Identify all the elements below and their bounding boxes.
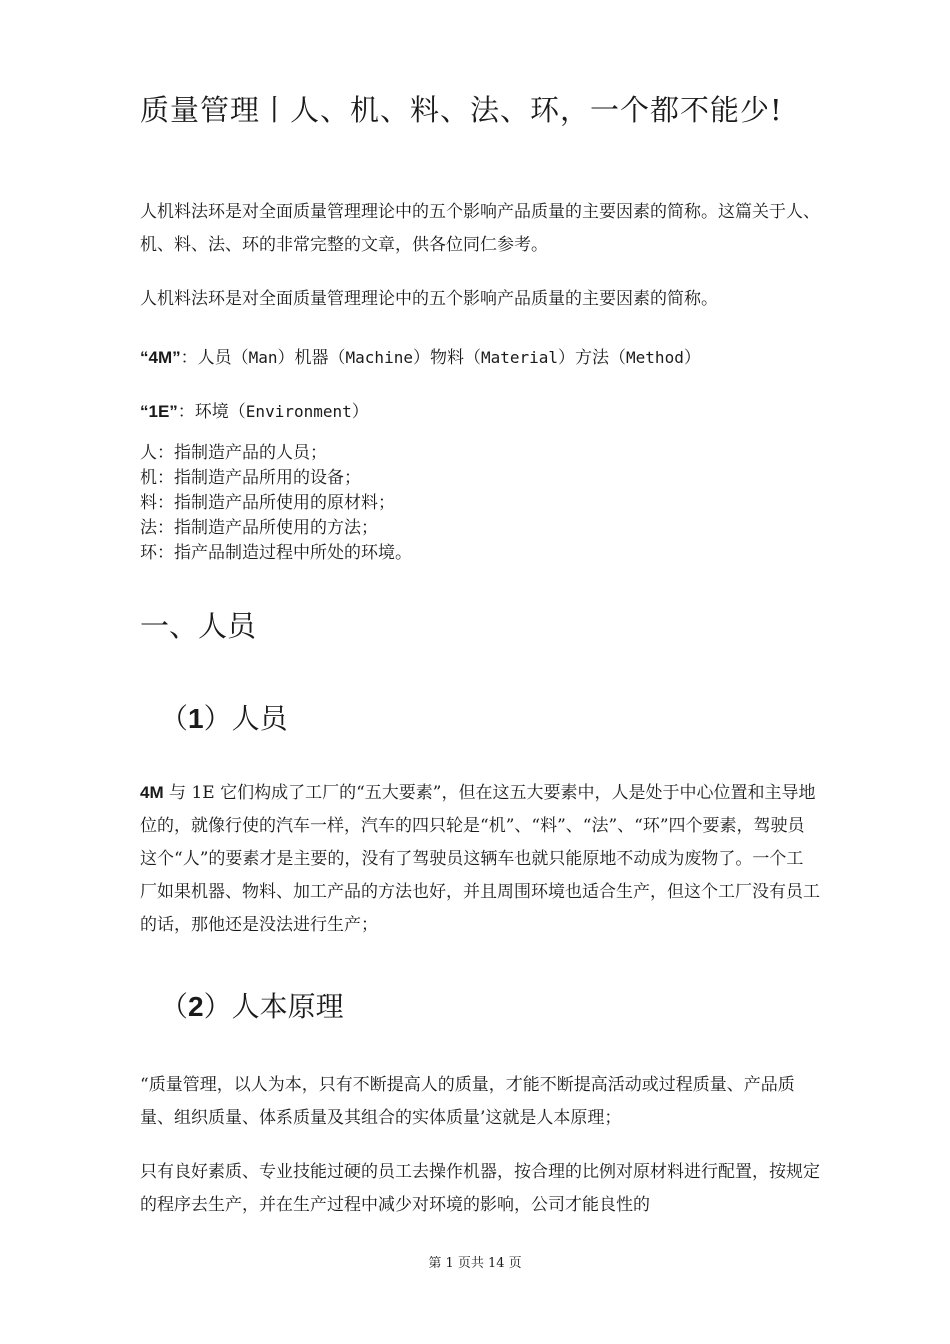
subsection-2-heading [160, 985, 344, 1025]
subsection-1-heading [160, 697, 288, 737]
intro-paragraph-2: 人机料法环是对全面质量管理理论中的五个影响产品质量的主要因素的简称。 [140, 289, 718, 309]
four-m-man: Man [248, 348, 278, 367]
document-title: 质量管理丨人、机、料、法、环，一个都不能少! [140, 93, 783, 127]
subsection-2-number: 2 [188, 991, 204, 1022]
section-1-heading: 一、人员 [140, 609, 257, 643]
subsection-1-open: （ [160, 702, 189, 735]
subsection-2-open: （ [160, 990, 189, 1023]
four-m-label: “4M” [140, 348, 181, 367]
one-e-line [140, 397, 369, 422]
body-text: 它们构成了工厂的“五大要素”，但在这五大要素中，人是处于中心位置和主导地位的，就像行使的汽车一样，汽车的四只轮是“机”、“料”、“法”、“环”四个要素，驾驶员这个“人”的要素才是主要的，没有了驾驶员这辆车也就只能原地不动成为废物了。一个工厂如果机器、物料、加工产品的方法也好，并且周围环境也适合生产，但这个工厂没有员工的话，那他还是没法进行生产； [140, 783, 820, 935]
list-item: 环：指产品制造过程中所处的环境。 [140, 543, 412, 563]
four-m-colon: ： [180, 348, 198, 368]
one-e-text-1: 环境（ [194, 402, 246, 422]
one-e-label: “1E” [140, 402, 178, 421]
one-e-environment: Environment [245, 402, 352, 421]
footer-text-2: 页共 [453, 1256, 488, 1271]
subsection-1-close: ） [203, 702, 232, 735]
list-item: 法：指制造产品所使用的方法； [140, 518, 378, 538]
page-footer [0, 1252, 950, 1271]
subsection-2-paragraph-1: “质量管理，以人为本，只有不断提高人的质量，才能不断提高活动或过程质量、产品质量、组织质量、体系质量及其组合的实体质量’这就是人本原理； [140, 1075, 795, 1128]
list-item: 机：指制造产品所用的设备； [140, 468, 361, 488]
subsection-1-number: 1 [188, 703, 204, 734]
four-m-line [140, 343, 701, 368]
body-lead-1e: 1E [191, 783, 215, 803]
one-e-text-2: ） [351, 402, 369, 422]
four-m-text-2: ）机器（ [277, 348, 346, 368]
list-item: 料：指制造产品所使用的原材料； [140, 493, 395, 513]
four-m-material: Material [480, 348, 559, 367]
subsection-2-paragraph-2: 只有良好素质、专业技能过硬的员工去操作机器，按合理的比例对原材料进行配置，按规定的程序去生产，并在生产过程中减少对环境的影响，公司才能良性的 [140, 1162, 820, 1215]
list-item: 人：指制造产品的人员； [140, 443, 327, 463]
subsection-1-text: 人员 [231, 702, 288, 735]
footer-text-3: 页 [504, 1256, 522, 1271]
current-page-number: 1 [445, 1256, 454, 1271]
subsection-1-body [140, 776, 820, 942]
four-m-text-5: ） [683, 348, 701, 368]
intro-paragraph-1: 人机料法环是对全面质量管理理论中的五个影响产品质量的主要因素的简称。这篇关于人、机、料、法、环的非常完整的文章，供各位同仁参考。 [140, 202, 820, 255]
body-lead-mid: 与 [163, 783, 192, 803]
one-e-colon: ： [177, 402, 195, 422]
subsection-2-text: 人本原理 [231, 990, 344, 1023]
total-page-count: 14 [488, 1256, 505, 1271]
subsection-2-close: ） [203, 990, 232, 1023]
body-lead-4m: 4M [140, 783, 164, 802]
definition-list [140, 441, 412, 566]
four-m-method: Method [626, 348, 684, 367]
four-m-text-4: ）方法（ [558, 348, 627, 368]
four-m-text-1: 人员（ [197, 348, 249, 368]
four-m-machine: Machine [345, 348, 413, 367]
four-m-text-3: ）物料（ [412, 348, 481, 368]
footer-text-1: 第 [428, 1256, 446, 1271]
